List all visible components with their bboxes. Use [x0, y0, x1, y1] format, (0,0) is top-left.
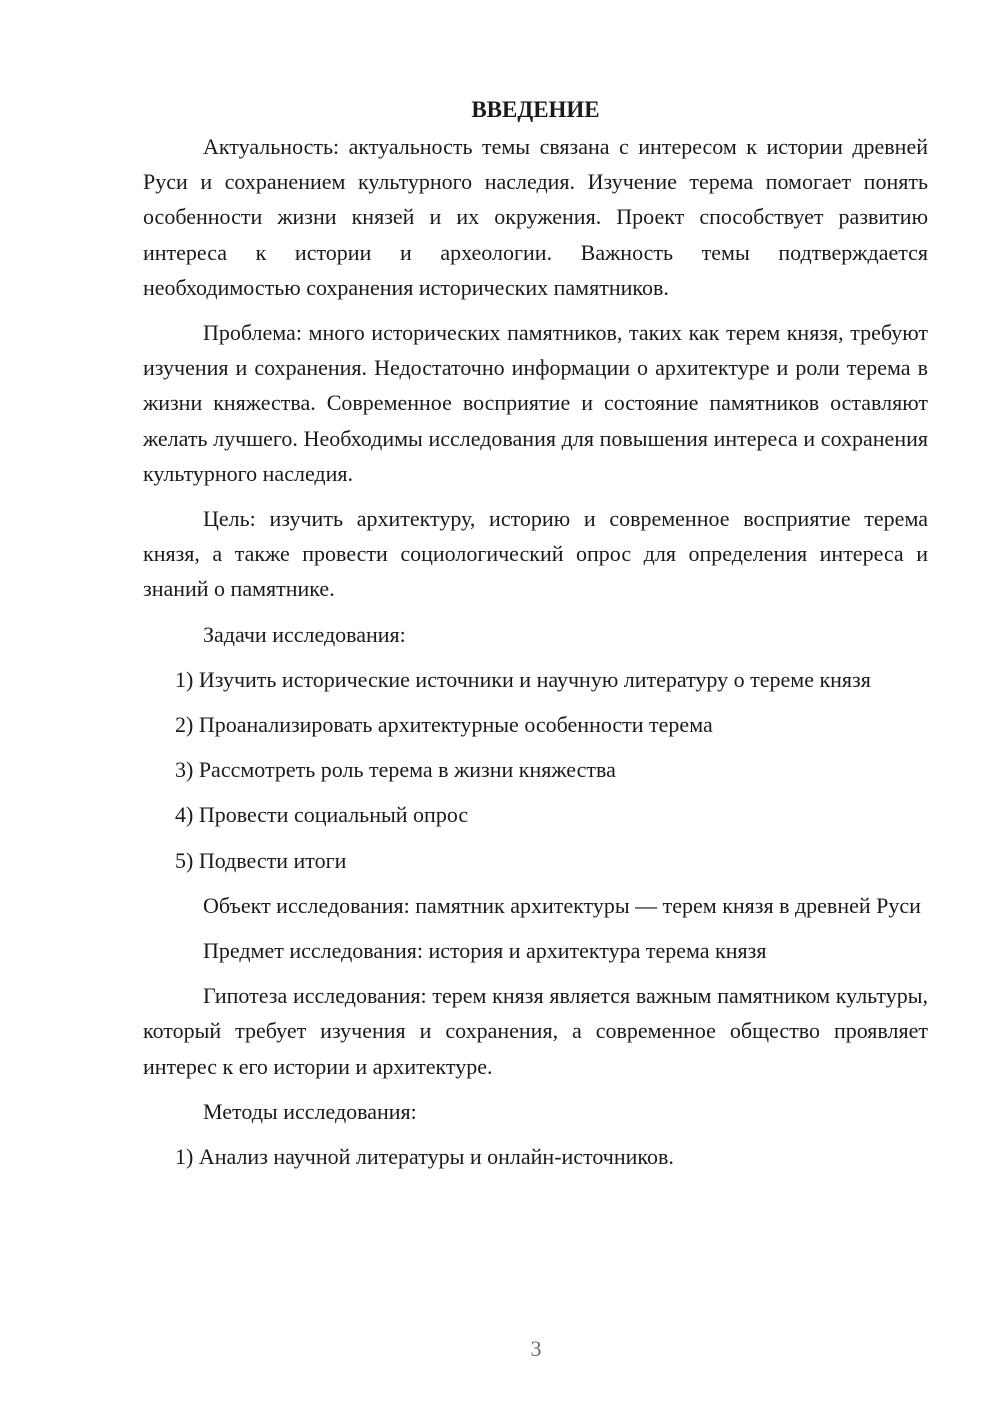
section-title: ВВЕДЕНИЕ — [471, 97, 600, 122]
method-item: 1) Анализ научной литературы и онлайн-источников. — [175, 1144, 674, 1170]
goal-paragraph: Цель: изучить архитектуру, историю и современное восприятие терема князя, а также провести социологический опрос для определения интереса и знаний о памятнике. — [143, 506, 928, 602]
problem-paragraph: Проблема: много исторических памятников, таких как терем князя, требуют изучения и сохранения. Недостаточно информации о архитектуре и роли терема в жизни княжества. Современное восприятие и состояние памятников оставляют желать лучшего. Необходимы исследования для повышения интереса и сохранения культурного наследия. — [143, 320, 928, 486]
page-number: 3 — [530, 1336, 542, 1361]
task-item: 5) Подвести итоги — [175, 847, 347, 873]
task-item: 1) Изучить исторические источники и научную литературу о тереме князя — [175, 666, 871, 692]
hypothesis-paragraph: Гипотеза исследования: терем князя является важным памятником культуры, который требует изучения и сохранения, а современное общество проявляет интерес к его истории и архитектуре. — [143, 983, 928, 1079]
document-page — [143, 92, 928, 1184]
task-item: 2) Проанализировать архитектурные особенности терема — [175, 712, 713, 738]
tasks-heading: Задачи исследования: — [203, 621, 406, 647]
methods-heading: Методы исследования: — [203, 1098, 417, 1124]
subject-paragraph: Предмет исследования: история и архитектура терема князя — [203, 938, 767, 964]
task-item: 4) Провести социальный опрос — [175, 802, 469, 828]
object-paragraph: Объект исследования: памятник архитектуры — терем князя в древней Руси — [203, 892, 921, 918]
task-item: 3) Рассмотреть роль терема в жизни княжества — [175, 757, 616, 783]
relevance-paragraph: Актуальность: актуальность темы связана с интересом к истории древней Руси и сохранением культурного наследия. Изучение терема помогает понять особенности жизни князей и их окружения. Проект способствует развитию интереса к истории и археологии. Важность темы подтверждается необходимостью сохранения исторических памятников. — [143, 134, 928, 300]
